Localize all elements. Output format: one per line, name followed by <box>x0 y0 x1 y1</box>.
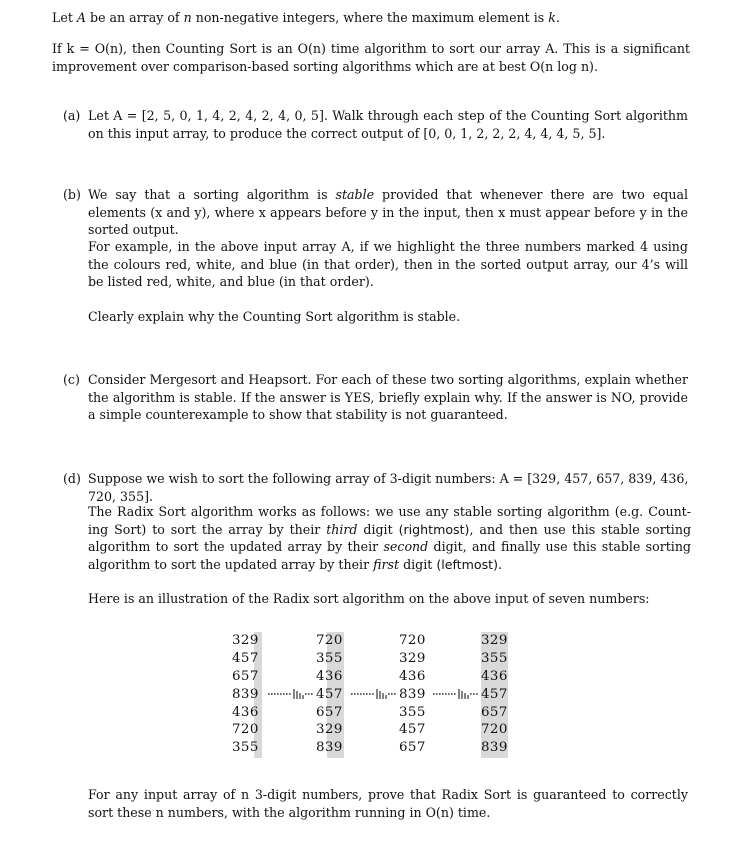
radix-cell: 720 <box>399 633 426 648</box>
radix-cell: 436 <box>232 704 259 720</box>
radix-cell: 355 <box>232 740 259 756</box>
part-d-illustration-intro: Here is an illustration of the Radix sort algorithm on the above input of seven numbers: <box>88 591 650 606</box>
radix-cell: 457 <box>481 686 508 702</box>
arrow-icon <box>351 688 397 700</box>
radix-cell: 436 <box>481 668 508 684</box>
radix-cell: 657 <box>481 704 508 720</box>
radix-cell: 839 <box>316 740 343 756</box>
radix-cell: 355 <box>399 704 426 720</box>
radix-column-input <box>232 632 262 757</box>
radix-cell: 657 <box>399 740 426 756</box>
radix-cell: 355 <box>481 650 508 666</box>
radix-cell: 839 <box>232 686 259 702</box>
part-a-text: Let A = [2, 5, 0, 1, 4, 2, 4, 2, 4, 0, 5]. Walk through each step of the Counting Sort algorithm on this input array, to produce the correct output of [0, 0, 1, 2, 2, 2, 4, 4, 4, 5, 5]. <box>88 108 688 141</box>
radix-cell: 457 <box>399 722 426 738</box>
radix-cell: 355 <box>316 650 343 666</box>
radix-cell: 657 <box>316 704 343 720</box>
radix-cell: 457 <box>232 650 259 666</box>
intro-paragraph: If k = O(n), then Counting Sort is an O(n) time algorithm to sort our array A. This is a significant improvement over comparison-based sorting algorithms which are at best O(n log n). <box>52 41 690 74</box>
part-c-text: Consider Mergesort and Heapsort. For each of these two sorting algorithms, explain whether the algorithm is stable. If the answer is YES, briefly explain why. If the answer is NO, provide a simple counterexample to show that stability is not guaranteed. <box>88 372 688 422</box>
radix-cell: 839 <box>399 686 426 702</box>
radix-cell: 839 <box>481 740 508 756</box>
radix-cell: 720 <box>316 633 343 648</box>
part-b-definition: We say that a sorting algorithm is stable provided that whenever there are two equal elements (x and y), where x appears before y in the input, then x must appear before y in the sorted output. <box>88 187 688 237</box>
radix-cell: 720 <box>481 722 508 738</box>
radix-cell: 720 <box>232 722 259 738</box>
part-b-label: (b) <box>63 187 81 202</box>
part-d-radix-description: The Radix Sort algorithm works as follows: we use any stable sorting algorithm (e.g. Count-ing Sort) to sort the array by their third digit (rightmost), and then use this stable sorting algorithm to sort the updated array by their second digit, and finally use this stable sorting algorithm to sort the updated array by their first digit (leftmost). <box>88 504 691 572</box>
part-c-label: (c) <box>63 372 80 387</box>
arrow-icon <box>268 688 314 700</box>
part-b-question: Clearly explain why the Counting Sort algorithm is stable. <box>88 309 461 324</box>
radix-cell: 436 <box>316 668 343 684</box>
radix-cell: 329 <box>481 633 508 648</box>
radix-cell: 329 <box>232 633 259 648</box>
radix-cell: 329 <box>399 650 426 666</box>
radix-column-pass-1 <box>316 632 346 757</box>
radix-cell: 457 <box>316 686 343 702</box>
part-d-proof-question: For any input array of n 3-digit numbers, prove that Radix Sort is guaranteed to correctly sort these n numbers, with the algorithm running in O(n) time. <box>88 787 688 820</box>
part-d-label: (d) <box>63 471 81 486</box>
part-b-example: For example, in the above input array A, if we highlight the three numbers marked 4 using the colours red, white, and blue (in that order), then in the sorted output array, our 4’s will be listed red, white, and blue (in that order). <box>88 239 688 289</box>
arrow-icon <box>433 688 479 700</box>
part-d-array-line: Suppose we wish to sort the following array of 3-digit numbers: A = [329, 457, 657, 839, 436, 720, 355]. <box>88 471 689 504</box>
radix-column-sorted <box>481 632 511 757</box>
radix-cell: 329 <box>316 722 343 738</box>
part-a-label: (a) <box>63 108 81 123</box>
radix-cell: 436 <box>399 668 426 684</box>
intro-line-1: Let A be an array of n non-negative integers, where the maximum element is k. <box>52 10 560 25</box>
radix-cell: 657 <box>232 668 259 684</box>
radix-column-pass-2 <box>399 632 429 757</box>
